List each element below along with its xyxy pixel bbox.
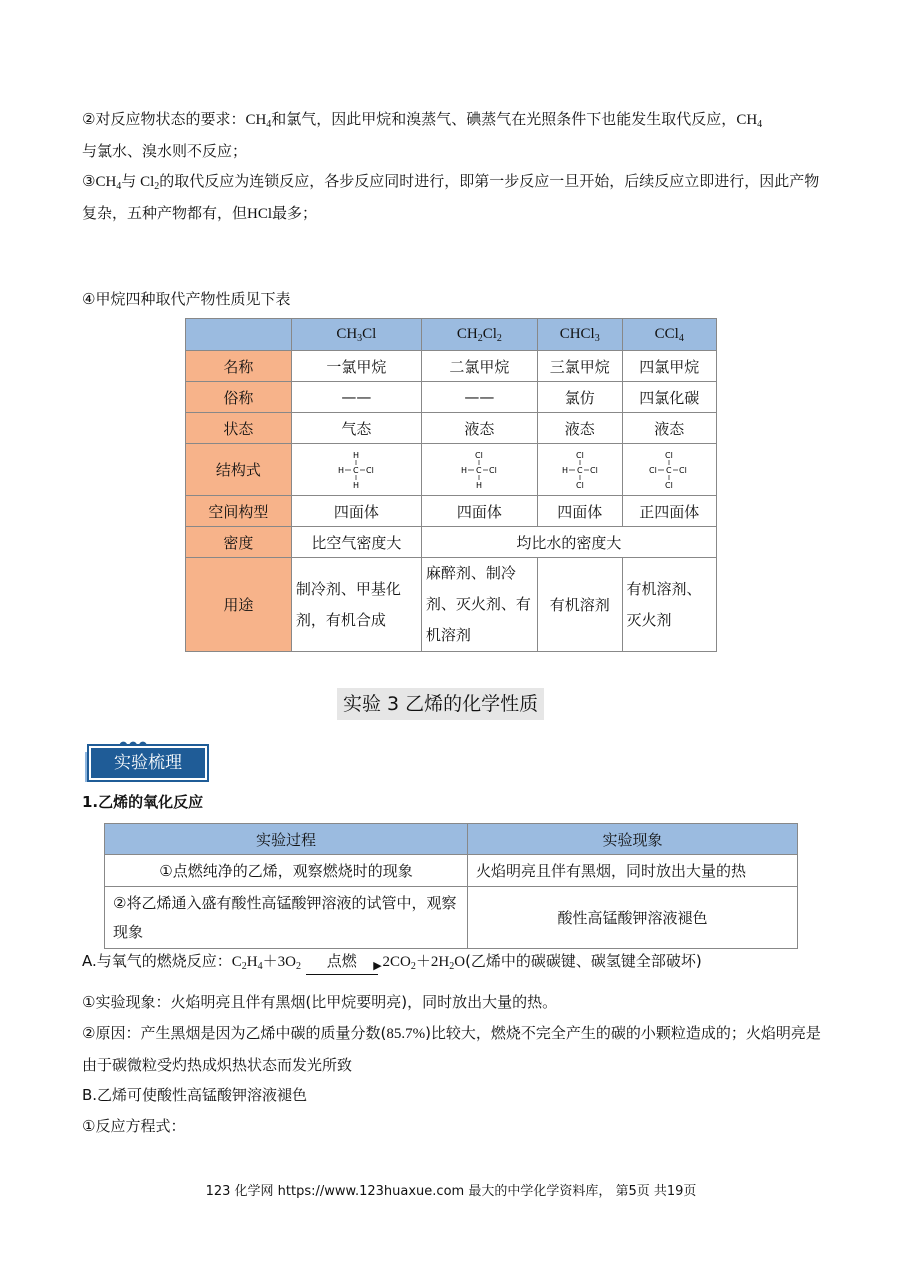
table-row (186, 351, 717, 382)
text: 与 (121, 172, 137, 190)
svg-text:Cl: Cl (665, 450, 674, 460)
row-label: 结构式 (186, 444, 292, 496)
table-cell: 四面体 (291, 496, 421, 527)
line-b: B.乙烯可使酸性高锰酸钾溶液褪色 (82, 1086, 308, 1104)
text: ③ (82, 172, 96, 190)
structure-ccl4 (622, 444, 716, 496)
table-cell: 四面体 (537, 496, 622, 527)
table-cell: 三氯甲烷 (537, 351, 622, 382)
svg-text:Cl: Cl (649, 465, 658, 475)
combustion-equation (82, 946, 827, 978)
structure-ch3cl (291, 444, 421, 496)
header-chcl3: CHCl$_3$ (537, 319, 622, 351)
svg-text:Cl: Cl (575, 450, 584, 460)
svg-text:Cl: Cl (575, 480, 584, 490)
structure-ch2cl2 (421, 444, 537, 496)
structure-chcl3 (537, 444, 622, 496)
svg-text:C: C (353, 465, 359, 475)
table-cell: ①点燃纯净的乙烯，观察燃烧时的现象 (105, 855, 468, 887)
text: A.与氧气的燃烧反应： (82, 952, 232, 970)
line-phenomenon: ①实验现象：火焰明亮且伴有黑烟(比甲烷要明亮)，同时放出大量的热。 (82, 993, 558, 1011)
formula-cl2: $Cl_2$ (136, 174, 160, 192)
table-cell: 气态 (291, 413, 421, 444)
reaction-arrow: 点燃 ▶ (306, 946, 378, 977)
table-cell: ②将乙烯通入盛有酸性高锰酸钾溶液的试管中，观察现象 (105, 887, 468, 949)
svg-text:Cl: Cl (366, 465, 375, 475)
table-cell: 正四面体 (622, 496, 716, 527)
text: 最多； (272, 204, 318, 222)
equation-products: $2CO_2+2H_2O$ (382, 954, 466, 972)
text: )比较大，燃烧不完全产生的碳的小颗粒造成的；火焰明亮是由于碳微粒受灼热成炽热状态而发光所致 (82, 1024, 821, 1074)
text: ②原因：产生黑烟是因为乙烯中碳的质量分数( (82, 1024, 387, 1042)
table-cell: 四面体 (421, 496, 537, 527)
text: 与氯水、溴水则不反应； (82, 142, 248, 160)
svg-text:C: C (666, 465, 672, 475)
table-cell: 比空气密度大 (291, 527, 421, 558)
table-row (186, 444, 717, 496)
badge-label: 实验梳理 (89, 746, 207, 780)
formula-ch4: $CH_4$ (736, 112, 763, 130)
table-row (186, 527, 717, 558)
paragraph-2 (82, 104, 827, 167)
structural-formula-image (334, 450, 378, 490)
table-cell: 麻醉剂、制冷剂、灭火剂、有机溶剂 (421, 558, 537, 652)
experiment-table (104, 823, 798, 949)
table-cell: 制冷剂、甲基化剂，有机合成 (291, 558, 421, 652)
structural-formula-image (457, 450, 501, 490)
line-equation: ①反应方程式： (82, 1117, 186, 1135)
paragraph-4: ④甲烷四种取代产物性质见下表 (82, 290, 291, 308)
table-cell: 一氯甲烷 (291, 351, 421, 382)
table-cell: —— (421, 382, 537, 413)
table-row (105, 855, 798, 887)
svg-text:H: H (461, 465, 468, 475)
svg-text:H: H (353, 480, 360, 490)
structural-formula-image (558, 450, 602, 490)
text: ②对反应物状态的要求： (82, 110, 246, 128)
table-cell: 酸性高锰酸钾溶液褪色 (468, 887, 798, 949)
svg-text:H: H (353, 450, 360, 460)
paragraph-3 (82, 166, 827, 230)
row-label: 用途 (186, 558, 292, 652)
table-cell: —— (291, 382, 421, 413)
header-cell: 实验现象 (468, 824, 798, 855)
table-row (186, 558, 717, 652)
text: (乙烯中的碳碳键、碳氢键全部破坏) (465, 952, 702, 970)
table-header-row (186, 319, 717, 351)
page-footer: 123 化学网 https://www.123huaxue.com 最大的中学化学资料库， 第5页 共19页 (205, 1184, 697, 1199)
svg-text:H: H (561, 465, 568, 475)
header-ch2cl2: $CH_2Cl_2$ (421, 319, 537, 351)
formula-ch4: $CH_4$ (95, 174, 122, 192)
reaction-condition: 点燃 (326, 952, 357, 970)
table-row (105, 887, 798, 949)
text: 的取代反应为连锁反应，各步反应同时进行，即第一步反应一旦开始，后续反应立即进行，因此产物复杂，五种产物都有，但 (82, 172, 820, 222)
equation-reactants: $C_2H_4+3O_2$ (231, 954, 301, 972)
table-cell: 氯仿 (537, 382, 622, 413)
section-badge (85, 740, 210, 782)
table-cell: 均比水的密度大 (421, 527, 716, 558)
header-ccl4: CCl$_4$ (622, 319, 716, 351)
structural-formula-image (647, 450, 691, 490)
svg-text:H: H (338, 465, 345, 475)
table-header-row (105, 824, 798, 855)
row-label: 密度 (186, 527, 292, 558)
row-label: 名称 (186, 351, 292, 382)
table-cell: 液态 (622, 413, 716, 444)
section-title: 实验 3 乙烯的化学性质 (337, 688, 544, 720)
formula-ch4: $CH_4$ (245, 112, 272, 130)
row-label: 俗称 (186, 382, 292, 413)
header-ch3cl: $CH_3Cl$ (291, 319, 421, 351)
header-empty (186, 319, 292, 351)
text: 和氯气，因此甲烷和溴蒸气、碘蒸气在光照条件下也能发生取代反应， (271, 110, 737, 128)
table-cell: 液态 (421, 413, 537, 444)
subheading: 1.乙烯的氧化反应 (82, 793, 204, 811)
svg-text:C: C (476, 465, 482, 475)
svg-text:Cl: Cl (679, 465, 688, 475)
row-label: 空间构型 (186, 496, 292, 527)
svg-text:C: C (576, 465, 583, 475)
row-label: 状态 (186, 413, 292, 444)
table-cell: 液态 (537, 413, 622, 444)
table-row (186, 382, 717, 413)
table-cell: 四氯化碳 (622, 382, 716, 413)
table-row (186, 413, 717, 444)
percentage: 85.7% (386, 1026, 426, 1042)
table-cell: 火焰明亮且伴有黑烟，同时放出大量的热 (468, 855, 798, 887)
table-cell: 有机溶剂 (537, 558, 622, 652)
table-cell: 四氯甲烷 (622, 351, 716, 382)
svg-text:Cl: Cl (475, 450, 484, 460)
svg-text:Cl: Cl (589, 465, 598, 475)
header-cell: 实验过程 (105, 824, 468, 855)
table-row (186, 496, 717, 527)
table-cell: 二氯甲烷 (421, 351, 537, 382)
svg-text:Cl: Cl (665, 480, 674, 490)
formula-hcl: HCl (247, 206, 273, 222)
svg-text:Cl: Cl (489, 465, 498, 475)
svg-text:H: H (476, 480, 483, 490)
line-reason (82, 1018, 827, 1081)
substitution-products-table (185, 318, 717, 652)
table-cell: 有机溶剂、灭火剂 (622, 558, 716, 652)
